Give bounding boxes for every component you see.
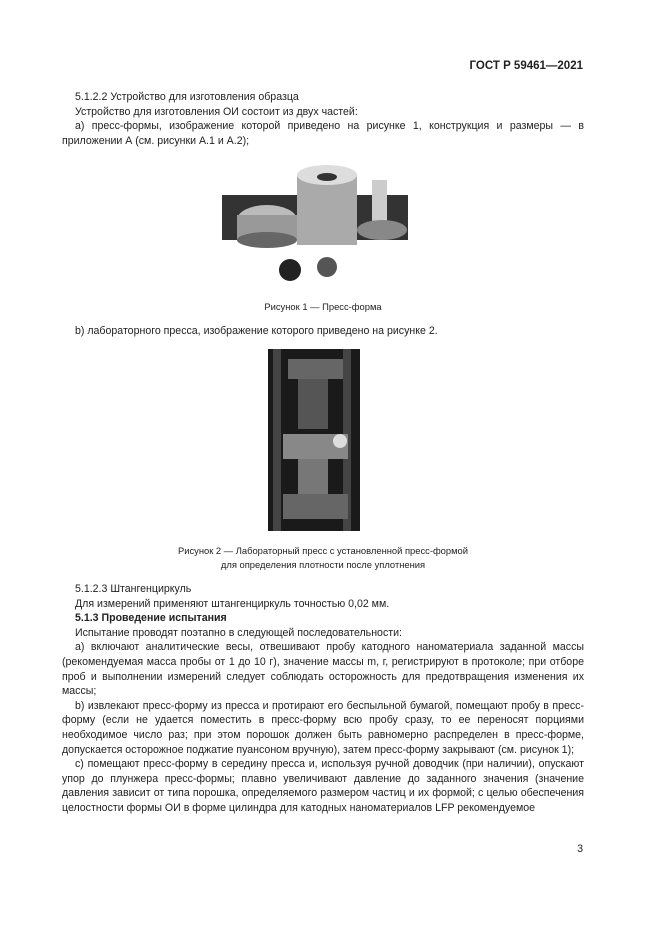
list-item-b: b) извлекают пресс-форму из пресса и протирают его беспыльной бумагой, помещают пробу в пресс-форму (если не удается поместить в пресс-форму всю пробу сразу, то ее переносят порциями необходимое число раз; при этом порошок должен быть равномерно распределен в пресс-форме, допускается осторожное поджатие пуансоном вручную), затем пресс-форму закрывают (см. рисунок 1); (62, 699, 584, 756)
paragraph: Испытание проводят поэтапно в следующей последовательности: (75, 626, 402, 639)
paragraph: b) лабораторного пресса, изображение которого приведено на рисунке 2. (75, 325, 438, 337)
caption-line: Рисунок 2 — Лабораторный пресс с установленной пресс-формой (177, 545, 469, 556)
figure-2-photo-lab-press (268, 349, 360, 531)
section-heading: 5.1.3 Проведение испытания (75, 612, 227, 625)
press-form-image (222, 155, 408, 290)
figure-2-caption (62, 544, 584, 572)
paragraph: Для измерений применяют штангенциркуль точностью 0,02 мм. (75, 597, 390, 610)
list-item-a: а) включают аналитические весы, отвешивают пробу катодного наноматериала заданной массы (рекомендуемая масса пробы от 1 до 10 г), значение массы m, г, регистрируют в протоколе; при отборе проб и выполнении измерений следует соблюдать осторожность для предотвращения изменения их массы; (62, 641, 584, 698)
page-number: 3 (577, 843, 583, 855)
list-item-a: а) пресс-формы, изображение которой приведено на рисунке 1, конструкция и размеры — в приложении А (см. рисунки А.1 и А.2); (62, 120, 584, 147)
section-5-1-2-2 (62, 90, 584, 148)
figure-1-photo-press-form (222, 155, 408, 290)
lab-press-image (268, 349, 360, 531)
list-item-c: с) помещают пресс-форму в середину пресса и, используя ручной доводчик (при наличии), опускают упор до плунжера пресс-формы; плавно увеличивают давление до заданного значения (значение давления зависит от типа порошка, определяемого размером частиц и их формой; с целью обеспечения целостности формы ОИ в форме цилиндра для катодных наноматериалов LFP рекомендуемое (62, 758, 584, 814)
subsection-heading: 5.1.2.3 Штангенциркуль (75, 583, 192, 595)
paragraph: Устройство для изготовления ОИ состоит из двух частей: (75, 105, 358, 118)
list-item-b (62, 324, 584, 339)
subsection-heading: 5.1.2.2 Устройство для изготовления образца (75, 91, 299, 103)
section-5-1-2-3-and-5-1-3 (62, 582, 584, 816)
caption-line: для определения плотности после уплотнения (220, 559, 426, 570)
figure-1-caption: Рисунок 1 — Пресс-форма (264, 301, 382, 312)
document-header: ГОСТ Р 59461—2021 (469, 60, 583, 72)
